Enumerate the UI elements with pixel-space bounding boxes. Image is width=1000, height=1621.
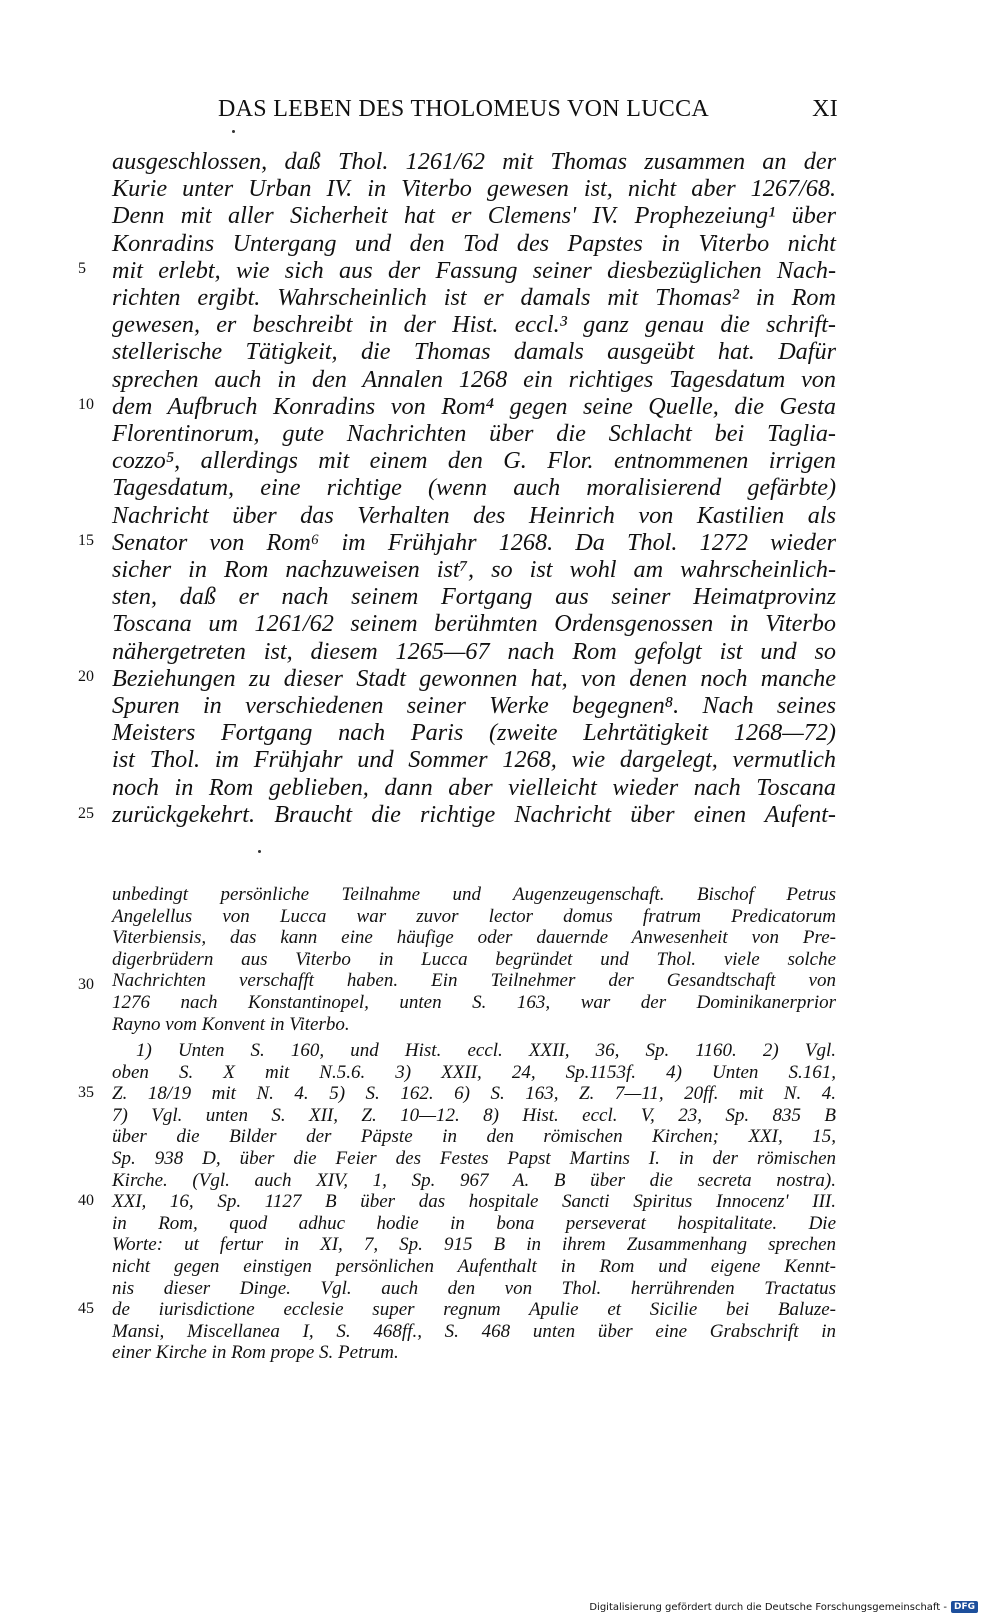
text-line: Beziehungen zu dieser Stadt gewonnen hat, von denen noch manche <box>112 664 836 692</box>
footnote-line: 1) Unten S. 160, und Hist. eccl. XXII, 36, Sp. 1160. 2) Vgl. <box>136 1040 836 1061</box>
footnote-line: Kirche. (Vgl. auch XIV, 1, Sp. 967 A. B über die secreta nostra). <box>112 1169 836 1191</box>
footnote-line: digerbrüdern aus Viterbo in Lucca begründet und Thol. viele solche <box>112 948 836 970</box>
text-line: nähergetreten ist, diesem 1265—67 nach Rom gefolgt ist und so <box>112 637 836 665</box>
footnote-line: Nachrichten verschafft haben. Ein Teilnehmer der Gesandtschaft von <box>112 970 836 992</box>
text-line: ausgeschlossen, daß Thol. 1261/62 mit Thomas zusammen an der <box>112 148 836 175</box>
footnote-line: Worte: ut fertur in XI, 7, Sp. 915 B in ihrem Zusammenhang sprechen <box>112 1234 836 1256</box>
footnote-line: Angelellus von Lucca war zuvor lector domus fratrum Predicatorum <box>112 905 836 927</box>
footnote-line: 7) Vgl. unten S. XII, Z. 10—12. 8) Hist. eccl. V, 23, Sp. 835 B <box>112 1104 836 1126</box>
footnote-line: in Rom, quod adhuc hodie in bona perseverat hospitalitate. Die <box>112 1212 836 1234</box>
line-number: 15 <box>78 532 94 549</box>
footnote-line: Viterbiensis, das kann eine häufige oder dauernde Anwesenheit von Pre- <box>112 927 836 949</box>
text-line: dem Aufbruch Konradins von Rom⁴ gegen seine Quelle, die Gesta <box>112 392 836 420</box>
line-number: 10 <box>78 396 94 413</box>
text-line: Nachricht über das Verhalten des Heinrich von Kastilien als <box>112 501 836 529</box>
footnote-line: oben S. X mit N.5.6. 3) XXII, 24, Sp.1153f. 4) Unten S.161, <box>112 1061 836 1083</box>
footnote-line: einer Kirche in Rom prope S. Petrum. <box>112 1342 399 1364</box>
line-number: 25 <box>78 805 94 822</box>
footnote-line: Mansi, Miscellanea I, S. 468ff., S. 468 unten über eine Grabschrift in <box>112 1320 836 1342</box>
line-number: 40 <box>78 1192 94 1209</box>
text-line: Tagesdatum, eine richtige (wenn auch moralisierend gefärbte) <box>112 474 836 502</box>
footnote-line: nicht gegen einstigen persönlichen Aufenthalt in Rom und eigene Kennt- <box>112 1256 836 1277</box>
text-line: Senator von Rom⁶ im Frühjahr 1268. Da Thol. 1272 wieder <box>112 528 836 556</box>
text-line: stellerische Tätigkeit, die Thomas damals ausgeübt hat. Dafür <box>112 338 836 366</box>
print-speck <box>258 850 261 853</box>
text-line: cozzo⁵, allerdings mit einem den G. Flor. entnommenen irrigen <box>112 447 836 475</box>
text-line: Konradins Untergang und den Tod des Papstes in Viterbo nicht <box>112 229 836 257</box>
page-number: XI <box>812 96 838 122</box>
digitization-credit <box>589 1601 978 1613</box>
footnotes <box>112 1040 836 1380</box>
dfg-logo: DFG <box>951 1601 978 1613</box>
footnote-line: 1276 nach Konstantinopel, unten S. 163, war der Dominikanerprior <box>112 992 836 1013</box>
text-line: Kurie unter Urban IV. in Viterbo gewesen ist, nicht aber 1267/68. <box>112 175 836 203</box>
footnote-line: nis dieser Dinge. Vgl. auch den von Thol. herrührenden Tractatus <box>112 1277 836 1299</box>
footnote-line: Rayno vom Konvent in Viterbo. <box>112 1013 350 1035</box>
footnote-line: XXI, 16, Sp. 1127 B über das hospitale Sancti Spiritus Innocenz' III. <box>112 1191 836 1213</box>
text-line: zurückgekehrt. Braucht die richtige Nachricht über einen Aufent- <box>112 800 836 828</box>
text-line: sprechen auch in den Annalen 1268 ein richtiges Tagesdatum von <box>112 365 836 393</box>
line-number: 5 <box>78 260 86 277</box>
text-line: sicher in Rom nachzuweisen ist⁷, so ist wohl am wahrscheinlich- <box>112 556 836 583</box>
text-line: sten, daß er nach seinem Fortgang aus seiner Heimatprovinz <box>112 583 836 611</box>
running-title: DAS LEBEN DES THOLOMEUS VON LUCCA <box>218 96 710 122</box>
footnote-continuation <box>112 884 836 1044</box>
text-line: noch in Rom geblieben, dann aber vielleicht wieder nach Toscana <box>112 773 836 801</box>
footnote-line: unbedingt persönliche Teilnahme und Augenzeugenschaft. Bischof Petrus <box>112 884 836 905</box>
footnote-line: über die Bilder der Päpste in den römischen Kirchen; XXI, 15, <box>112 1126 836 1148</box>
text-line: ist Thol. im Frühjahr und Sommer 1268, wie dargelegt, vermutlich <box>112 746 836 774</box>
footnote-line: Sp. 938 D, über die Feier des Festes Papst Martins I. in der römischen <box>112 1148 836 1169</box>
text-line: mit erlebt, wie sich aus der Fassung seiner diesbezüglichen Nach- <box>112 256 836 284</box>
line-number: 20 <box>78 668 94 685</box>
text-line: Toscana um 1261/62 seinem berühmten Ordensgenossen in Viterbo <box>112 610 836 638</box>
line-number: 45 <box>78 1300 94 1317</box>
line-number: 35 <box>78 1084 94 1101</box>
text-line: Denn mit aller Sicherheit hat er Clemens' IV. Prophezeiung¹ über <box>112 202 836 230</box>
text-line: gewesen, er beschreibt in der Hist. eccl.³ ganz genau die schrift- <box>112 311 836 339</box>
footnote-line: Z. 18/19 mit N. 4. 5) S. 162. 6) S. 163, Z. 7—11, 20ff. mit N. 4. <box>112 1083 836 1105</box>
credit-text: Digitalisierung gefördert durch die Deutsche Forschungsgemeinschaft - <box>589 1601 947 1613</box>
print-speck <box>232 130 235 133</box>
text-line: richten ergibt. Wahrscheinlich ist er damals mit Thomas² in Rom <box>112 284 836 311</box>
page-header <box>218 96 838 126</box>
text-line: Florentinorum, gute Nachrichten über die Schlacht bei Taglia- <box>112 420 836 447</box>
text-line: Meisters Fortgang nach Paris (zweite Lehrtätigkeit 1268—72) <box>112 719 836 747</box>
line-number: 30 <box>78 976 94 993</box>
main-text <box>112 148 836 858</box>
footnote-line: de iurisdictione ecclesie super regnum Apulie et Sicilie bei Baluze- <box>112 1299 836 1321</box>
text-line: Spuren in verschiedenen seiner Werke begegnen⁸. Nach seines <box>112 692 836 719</box>
